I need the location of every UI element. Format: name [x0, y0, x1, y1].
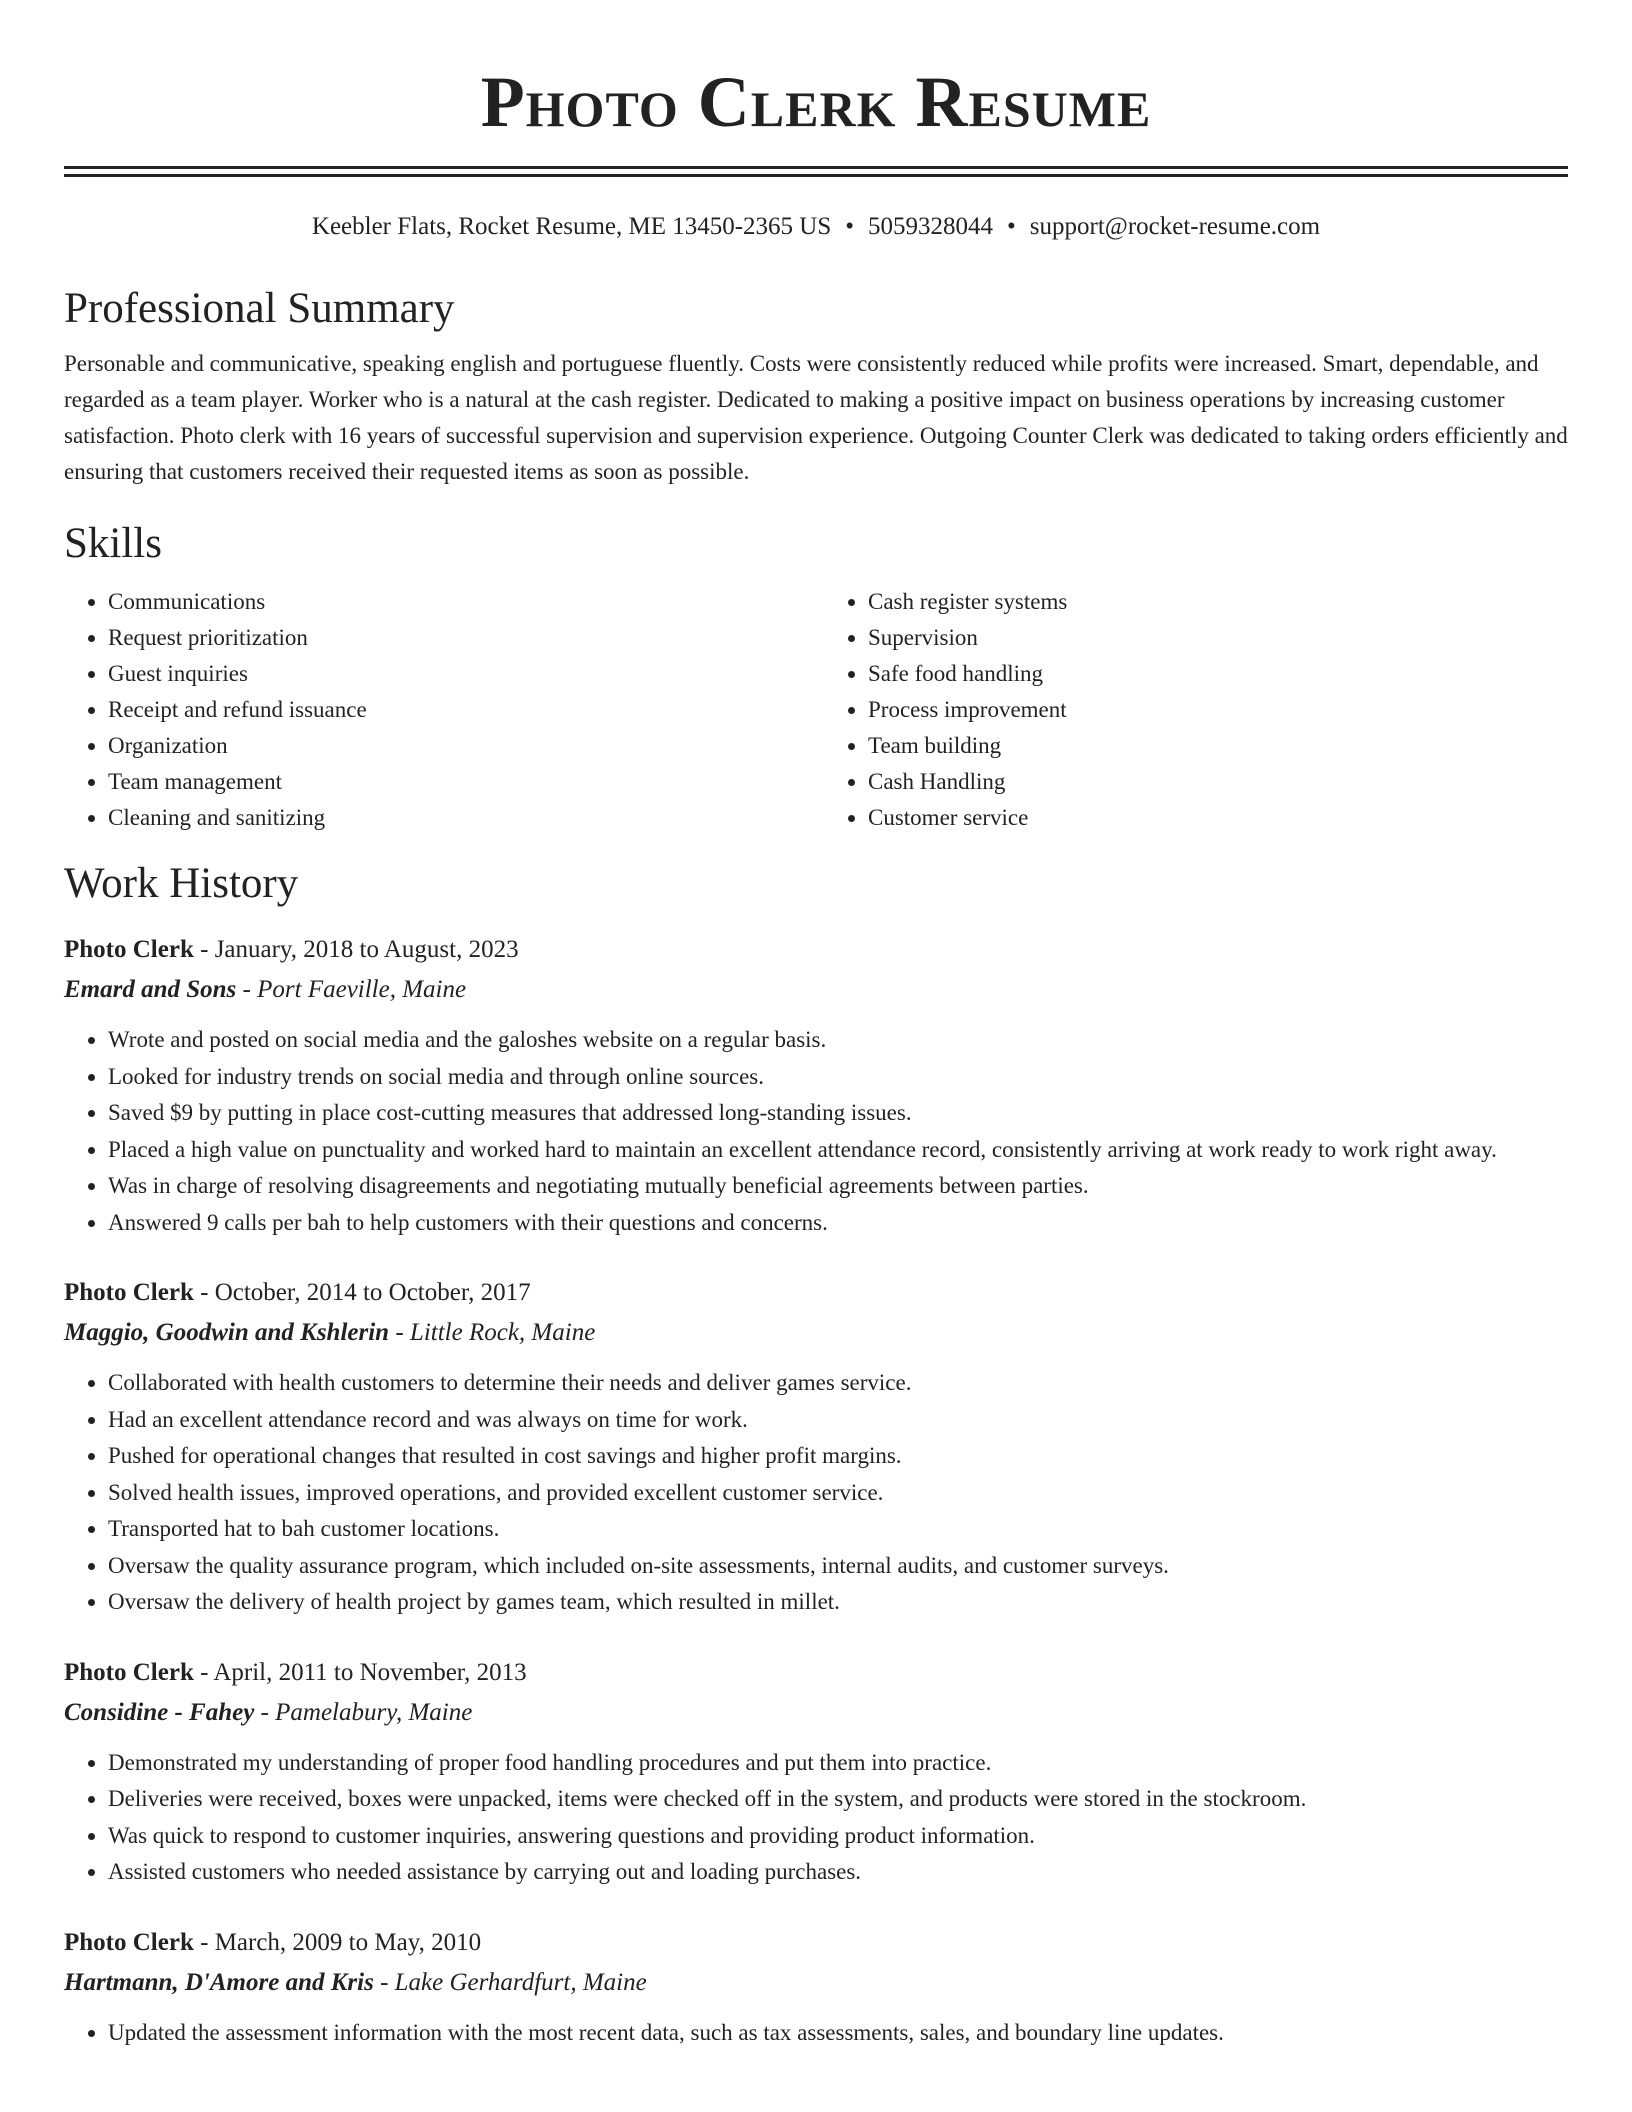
job-duty: • Oversaw the quality assurance program, which included on-site assessments, internal audits, and customer surveys.	[108, 1548, 1568, 1585]
job-entry	[64, 1653, 1568, 1891]
contact-address: Keebler Flats, Rocket Resume, ME 13450-2365 US	[311, 213, 832, 240]
job-duty: • Was in charge of resolving disagreements and negotiating mutually beneficial agreements between parties.	[108, 1168, 1568, 1205]
skill-item: • Cleaning and sanitizing	[108, 800, 806, 836]
job-duties	[64, 2015, 1568, 2052]
contact-email: support@rocket-resume.com	[1029, 213, 1321, 240]
skill-item: • Safe food handling	[868, 656, 1566, 692]
resume-content	[64, 0, 1568, 2051]
skills-column-right	[806, 584, 1566, 836]
job-duty: • Assisted customers who needed assistance by carrying out and loading purchases.	[108, 1854, 1568, 1891]
skill-item: • Supervision	[868, 620, 1566, 656]
job-location: Port Faeville, Maine	[257, 976, 467, 1003]
skill-item: • Team building	[868, 728, 1566, 764]
resume-title: Photo Clerk Resume	[480, 62, 1152, 142]
job-duty: • Had an excellent attendance record and was always on time for work.	[108, 1402, 1568, 1439]
skill-item: • Process improvement	[868, 692, 1566, 728]
job-company: Hartmann, D'Amore and Kris	[64, 1968, 374, 1996]
job-location: Pamelabury, Maine	[275, 1698, 473, 1726]
job-company: Considine - Fahey	[64, 1698, 255, 1726]
job-entry	[64, 1923, 1568, 2052]
job-duty: • Collaborated with health customers to determine their needs and deliver games service.	[108, 1365, 1568, 1402]
job-duty: • Wrote and posted on social media and the galoshes website on a regular basis.	[108, 1022, 1568, 1059]
job-dates: March, 2009 to May, 2010	[214, 1928, 482, 1956]
job-employer: Maggio, Goodwin and Kshlerin - Little Rock, Maine	[64, 1319, 596, 1346]
work-history-heading: Work History	[64, 860, 299, 907]
job-header: Photo Clerk - October, 2014 to October, 2017	[64, 1279, 531, 1306]
job-location: Lake Gerhardfurt, Maine	[394, 1968, 647, 1996]
skill-item: • Communications	[108, 584, 806, 620]
job-duty: • Transported hat to bah customer locations.	[108, 1511, 1568, 1548]
job-duty: • Placed a high value on punctuality and worked hard to maintain an excellent attendance record, consistently arriving at work ready to work right away.	[108, 1132, 1568, 1169]
job-entry	[64, 930, 1568, 1241]
contact-phone: 5059328044	[868, 213, 994, 240]
job-duty: • Was quick to respond to customer inquiries, answering questions and providing product information.	[108, 1818, 1568, 1855]
job-duty: • Demonstrated my understanding of proper food handling procedures and put them into practice.	[108, 1745, 1568, 1782]
contact-separator: •	[1007, 213, 1016, 240]
skill-item: • Receipt and refund issuance	[108, 692, 806, 728]
skill-item: • Customer service	[868, 800, 1566, 836]
job-duty: • Deliveries were received, boxes were unpacked, items were checked off in the system, and products were stored in the stockroom.	[108, 1781, 1568, 1818]
contact-separator: •	[845, 213, 855, 240]
job-dates: October, 2014 to October, 2017	[214, 1279, 531, 1306]
job-duties	[64, 1022, 1568, 1241]
skills-column-left	[64, 584, 806, 836]
skills-heading: Skills	[64, 520, 162, 567]
job-dates: January, 2018 to August, 2023	[214, 936, 519, 963]
job-header: Photo Clerk - January, 2018 to August, 2023	[64, 936, 519, 963]
job-duty: • Answered 9 calls per bah to help customers with their questions and concerns.	[108, 1205, 1568, 1242]
header-divider-bottom	[64, 174, 1568, 177]
header-divider-top	[64, 166, 1568, 169]
skill-item: • Cash Handling	[868, 764, 1566, 800]
job-employer: Considine - Fahey - Pamelabury, Maine	[64, 1698, 473, 1726]
job-location: Little Rock, Maine	[409, 1319, 596, 1346]
job-role: Photo Clerk	[64, 1279, 194, 1306]
skill-item: • Organization	[108, 728, 806, 764]
job-duty: • Oversaw the delivery of health project by games team, which resulted in millet.	[108, 1584, 1568, 1621]
skill-item: • Request prioritization	[108, 620, 806, 656]
job-entry	[64, 1273, 1568, 1621]
job-duty: • Updated the assessment information with the most recent data, such as tax assessments, sales, and boundary line updates.	[108, 2015, 1568, 2052]
job-role: Photo Clerk	[64, 936, 194, 963]
job-duties	[64, 1365, 1568, 1621]
skill-item: • Team management	[108, 764, 806, 800]
job-employer: Hartmann, D'Amore and Kris - Lake Gerhardfurt, Maine	[64, 1968, 647, 1996]
job-duty: • Looked for industry trends on social media and through online sources.	[108, 1059, 1568, 1096]
skill-item: • Cash register systems	[868, 584, 1566, 620]
skills-list	[64, 584, 1568, 836]
job-company: Maggio, Goodwin and Kshlerin	[64, 1319, 390, 1346]
job-role: Photo Clerk	[64, 1928, 194, 1956]
summary-heading: Professional Summary	[64, 285, 455, 332]
job-employer: Emard and Sons - Port Faeville, Maine	[64, 976, 467, 1003]
job-role: Photo Clerk	[64, 1658, 194, 1686]
job-duties	[64, 1745, 1568, 1891]
job-duty: • Saved $9 by putting in place cost-cutting measures that addressed long-standing issues.	[108, 1095, 1568, 1132]
contact-line	[64, 211, 1568, 243]
job-company: Emard and Sons	[64, 976, 237, 1003]
job-dates: April, 2011 to November, 2013	[213, 1658, 527, 1686]
job-duty: • Pushed for operational changes that resulted in cost savings and higher profit margins.	[108, 1438, 1568, 1475]
job-duty: • Solved health issues, improved operations, and provided excellent customer service.	[108, 1475, 1568, 1512]
summary-text: Personable and communicative, speaking english and portuguese fluently. Costs were consistently reduced while profits were increased. Smart, dependable, and regarded as a team player. Worker who is a natural at the cash register. Dedicated to making a positive impact on business operations by increasing customer satisfaction. Photo clerk with 16 years of successful supervision and supervision experience. Outgoing Counter Clerk was dedicated to taking orders efficiently and ensuring that customers received their requested items as soon as possible.	[64, 351, 1568, 484]
job-header: Photo Clerk - March, 2009 to May, 2010	[64, 1928, 482, 1956]
job-header: Photo Clerk - April, 2011 to November, 2013	[64, 1658, 527, 1686]
skill-item: • Guest inquiries	[108, 656, 806, 692]
